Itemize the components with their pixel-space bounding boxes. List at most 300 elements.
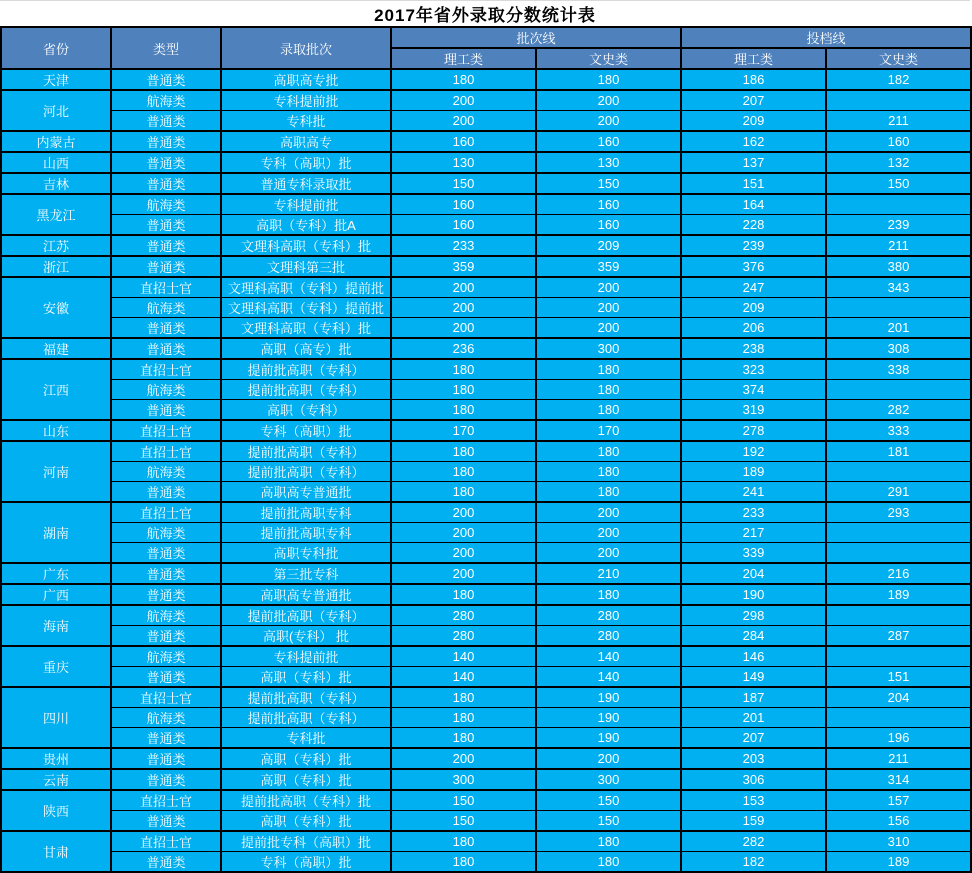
header-batch-line-sci: 理工类 [391,48,536,69]
batch-line-arts-cell: 140 [536,646,681,667]
filing-line-arts-cell: 160 [826,131,971,152]
table-row [1,235,971,256]
type-cell: 普通类 [111,69,221,90]
batch-line-arts-cell: 210 [536,563,681,584]
batch-line-sci-cell: 200 [391,298,536,318]
header-batch-line-arts: 文史类 [536,48,681,69]
batch-cell: 专科（高职）批 [221,420,391,441]
type-cell: 航海类 [111,380,221,400]
filing-line-arts-cell: 308 [826,338,971,359]
score-table [0,26,972,873]
filing-line-sci-cell: 217 [681,523,826,543]
batch-cell: 普通专科录取批 [221,173,391,194]
province-cell: 河南 [1,441,111,502]
type-cell: 普通类 [111,563,221,584]
batch-line-sci-cell: 280 [391,626,536,647]
batch-cell: 高职(专科） 批 [221,626,391,647]
filing-line-sci-cell: 298 [681,605,826,626]
table-row [1,728,971,749]
filing-line-arts-cell [826,605,971,626]
filing-line-sci-cell: 278 [681,420,826,441]
type-cell: 普通类 [111,400,221,421]
table-row [1,380,971,400]
batch-line-sci-cell: 180 [391,831,536,852]
filing-line-sci-cell: 201 [681,708,826,728]
table-row [1,111,971,132]
filing-line-sci-cell: 374 [681,380,826,400]
type-cell: 普通类 [111,667,221,688]
batch-cell: 高职（高专）批 [221,338,391,359]
type-cell: 普通类 [111,131,221,152]
table-row [1,769,971,790]
type-cell: 普通类 [111,256,221,277]
filing-line-arts-cell [826,462,971,482]
filing-line-sci-cell: 284 [681,626,826,647]
table-row [1,277,971,298]
table-row [1,852,971,873]
batch-line-arts-cell: 170 [536,420,681,441]
batch-line-arts-cell: 200 [536,318,681,339]
type-cell: 普通类 [111,338,221,359]
filing-line-sci-cell: 323 [681,359,826,380]
type-cell: 航海类 [111,90,221,111]
filing-line-arts-cell: 157 [826,790,971,811]
table-row [1,708,971,728]
type-cell: 直招士官 [111,790,221,811]
filing-line-sci-cell: 182 [681,852,826,873]
filing-line-sci-cell: 137 [681,152,826,173]
type-cell: 普通类 [111,769,221,790]
batch-cell: 文理科高职（专科）批 [221,235,391,256]
batch-line-sci-cell: 150 [391,790,536,811]
table-row [1,605,971,626]
batch-cell: 文理科高职（专科）提前批 [221,298,391,318]
filing-line-arts-cell: 132 [826,152,971,173]
header-batch: 录取批次 [221,27,391,69]
table-row [1,790,971,811]
table-row [1,831,971,852]
type-cell: 普通类 [111,728,221,749]
batch-line-sci-cell: 200 [391,502,536,523]
batch-line-arts-cell: 180 [536,380,681,400]
batch-cell: 高职高专 [221,131,391,152]
filing-line-arts-cell: 204 [826,687,971,708]
table-body [1,69,971,872]
batch-line-sci-cell: 280 [391,605,536,626]
type-cell: 普通类 [111,811,221,832]
filing-line-sci-cell: 306 [681,769,826,790]
batch-cell: 高职高专批 [221,69,391,90]
batch-line-sci-cell: 200 [391,111,536,132]
table-row [1,256,971,277]
table-row [1,462,971,482]
batch-cell: 高职高专普通批 [221,482,391,503]
filing-line-sci-cell: 146 [681,646,826,667]
header-filing-line-sci: 理工类 [681,48,826,69]
filing-line-arts-cell: 314 [826,769,971,790]
province-cell: 黑龙江 [1,194,111,235]
batch-line-sci-cell: 180 [391,708,536,728]
type-cell: 普通类 [111,543,221,564]
header-filing-line: 投档线 [681,27,971,48]
batch-line-arts-cell: 190 [536,708,681,728]
batch-cell: 专科提前批 [221,646,391,667]
filing-line-sci-cell: 319 [681,400,826,421]
filing-line-sci-cell: 164 [681,194,826,215]
table-row [1,90,971,111]
batch-line-sci-cell: 180 [391,359,536,380]
batch-line-arts-cell: 200 [536,298,681,318]
type-cell: 直招士官 [111,441,221,462]
filing-line-sci-cell: 239 [681,235,826,256]
batch-cell: 提前批高职专科 [221,523,391,543]
table-row [1,420,971,441]
batch-line-sci-cell: 130 [391,152,536,173]
filing-line-sci-cell: 204 [681,563,826,584]
filing-line-arts-cell: 151 [826,667,971,688]
province-cell: 天津 [1,69,111,90]
batch-line-arts-cell: 190 [536,728,681,749]
filing-line-sci-cell: 149 [681,667,826,688]
batch-line-sci-cell: 180 [391,69,536,90]
filing-line-sci-cell: 233 [681,502,826,523]
province-cell: 安徽 [1,277,111,338]
batch-line-sci-cell: 160 [391,194,536,215]
filing-line-arts-cell: 380 [826,256,971,277]
batch-line-sci-cell: 160 [391,131,536,152]
filing-line-sci-cell: 189 [681,462,826,482]
batch-line-sci-cell: 200 [391,563,536,584]
batch-line-sci-cell: 150 [391,811,536,832]
filing-line-arts-cell: 333 [826,420,971,441]
batch-line-sci-cell: 233 [391,235,536,256]
filing-line-arts-cell: 343 [826,277,971,298]
batch-line-sci-cell: 300 [391,769,536,790]
batch-cell: 提前批高职（专科） [221,462,391,482]
batch-cell: 文理科高职（专科）提前批 [221,277,391,298]
filing-line-sci-cell: 190 [681,584,826,605]
table-row [1,173,971,194]
filing-line-sci-cell: 209 [681,298,826,318]
batch-line-arts-cell: 180 [536,831,681,852]
batch-line-arts-cell: 200 [536,502,681,523]
filing-line-arts-cell: 211 [826,111,971,132]
table-row [1,646,971,667]
filing-line-arts-cell: 211 [826,235,971,256]
filing-line-arts-cell: 239 [826,215,971,236]
filing-line-arts-cell [826,298,971,318]
batch-line-arts-cell: 160 [536,131,681,152]
batch-line-arts-cell: 200 [536,523,681,543]
filing-line-sci-cell: 241 [681,482,826,503]
header-province: 省份 [1,27,111,69]
type-cell: 航海类 [111,523,221,543]
batch-cell: 提前批高职（专科） [221,708,391,728]
table-row [1,152,971,173]
province-cell: 山西 [1,152,111,173]
batch-line-arts-cell: 300 [536,338,681,359]
batch-line-arts-cell: 140 [536,667,681,688]
filing-line-sci-cell: 151 [681,173,826,194]
filing-line-arts-cell: 287 [826,626,971,647]
province-cell: 广西 [1,584,111,605]
province-cell: 江西 [1,359,111,420]
table-row [1,482,971,503]
batch-line-arts-cell: 180 [536,482,681,503]
batch-line-arts-cell: 180 [536,852,681,873]
batch-line-arts-cell: 280 [536,605,681,626]
batch-line-arts-cell: 160 [536,194,681,215]
batch-line-sci-cell: 180 [391,852,536,873]
header-batch-line: 批次线 [391,27,681,48]
table-row [1,584,971,605]
filing-line-sci-cell: 282 [681,831,826,852]
type-cell: 普通类 [111,152,221,173]
province-cell: 广东 [1,563,111,584]
type-cell: 普通类 [111,318,221,339]
batch-line-arts-cell: 200 [536,543,681,564]
table-row [1,441,971,462]
batch-line-arts-cell: 200 [536,277,681,298]
batch-cell: 提前批专科（高职）批 [221,831,391,852]
table-row [1,338,971,359]
filing-line-sci-cell: 339 [681,543,826,564]
province-cell: 江苏 [1,235,111,256]
province-cell: 云南 [1,769,111,790]
filing-line-sci-cell: 207 [681,728,826,749]
filing-line-arts-cell [826,194,971,215]
batch-cell: 专科批 [221,728,391,749]
batch-cell: 第三批专科 [221,563,391,584]
filing-line-sci-cell: 247 [681,277,826,298]
batch-cell: 专科批 [221,111,391,132]
batch-cell: 提前批高职专科 [221,502,391,523]
filing-line-arts-cell [826,708,971,728]
province-cell: 海南 [1,605,111,646]
header-type: 类型 [111,27,221,69]
type-cell: 普通类 [111,235,221,256]
batch-line-sci-cell: 200 [391,543,536,564]
filing-line-arts-cell: 291 [826,482,971,503]
table-row [1,69,971,90]
filing-line-arts-cell [826,90,971,111]
type-cell: 直招士官 [111,687,221,708]
province-cell: 浙江 [1,256,111,277]
filing-line-sci-cell: 203 [681,748,826,769]
province-cell: 重庆 [1,646,111,687]
batch-line-sci-cell: 180 [391,482,536,503]
filing-line-arts-cell: 293 [826,502,971,523]
table-row [1,502,971,523]
batch-cell: 提前批高职（专科） [221,380,391,400]
table-row [1,194,971,215]
province-cell: 河北 [1,90,111,131]
filing-line-arts-cell [826,380,971,400]
table-row [1,131,971,152]
batch-line-sci-cell: 180 [391,728,536,749]
type-cell: 航海类 [111,462,221,482]
filing-line-arts-cell: 211 [826,748,971,769]
filing-line-arts-cell: 182 [826,69,971,90]
batch-line-sci-cell: 180 [391,687,536,708]
table-row [1,359,971,380]
type-cell: 直招士官 [111,359,221,380]
batch-cell: 高职（专科）批 [221,748,391,769]
batch-line-arts-cell: 180 [536,69,681,90]
batch-cell: 专科（高职）批 [221,852,391,873]
batch-line-arts-cell: 280 [536,626,681,647]
type-cell: 普通类 [111,748,221,769]
batch-line-arts-cell: 180 [536,584,681,605]
batch-line-sci-cell: 160 [391,215,536,236]
table-header [1,27,971,69]
table-row [1,748,971,769]
type-cell: 普通类 [111,173,221,194]
batch-line-sci-cell: 200 [391,523,536,543]
type-cell: 航海类 [111,605,221,626]
batch-line-sci-cell: 236 [391,338,536,359]
type-cell: 直招士官 [111,277,221,298]
batch-line-arts-cell: 180 [536,441,681,462]
header-filing-line-arts: 文史类 [826,48,971,69]
filing-line-sci-cell: 153 [681,790,826,811]
province-cell: 湖南 [1,502,111,563]
batch-line-sci-cell: 200 [391,318,536,339]
filing-line-sci-cell: 186 [681,69,826,90]
batch-line-arts-cell: 150 [536,790,681,811]
batch-line-arts-cell: 150 [536,811,681,832]
type-cell: 直招士官 [111,831,221,852]
batch-cell: 专科（高职）批 [221,152,391,173]
batch-cell: 高职（专科） [221,400,391,421]
batch-cell: 高职（专科）批A [221,215,391,236]
filing-line-sci-cell: 228 [681,215,826,236]
table-row [1,563,971,584]
batch-line-sci-cell: 200 [391,90,536,111]
type-cell: 航海类 [111,194,221,215]
type-cell: 普通类 [111,852,221,873]
page-title: 2017年省外录取分数统计表 [374,6,596,25]
batch-line-arts-cell: 160 [536,215,681,236]
filing-line-arts-cell: 181 [826,441,971,462]
filing-line-sci-cell: 207 [681,90,826,111]
batch-line-arts-cell: 180 [536,359,681,380]
type-cell: 航海类 [111,646,221,667]
province-cell: 甘肃 [1,831,111,872]
batch-line-sci-cell: 200 [391,748,536,769]
batch-cell: 高职（专科）批 [221,667,391,688]
batch-line-arts-cell: 200 [536,90,681,111]
batch-line-sci-cell: 180 [391,441,536,462]
type-cell: 直招士官 [111,502,221,523]
batch-line-arts-cell: 180 [536,400,681,421]
batch-cell: 专科提前批 [221,90,391,111]
filing-line-arts-cell: 189 [826,584,971,605]
batch-line-sci-cell: 180 [391,462,536,482]
filing-line-sci-cell: 192 [681,441,826,462]
filing-line-arts-cell: 338 [826,359,971,380]
filing-line-arts-cell: 282 [826,400,971,421]
batch-cell: 高职专科批 [221,543,391,564]
filing-line-arts-cell: 216 [826,563,971,584]
type-cell: 航海类 [111,708,221,728]
batch-line-sci-cell: 170 [391,420,536,441]
batch-line-sci-cell: 180 [391,380,536,400]
filing-line-arts-cell: 196 [826,728,971,749]
batch-line-arts-cell: 359 [536,256,681,277]
table-row [1,687,971,708]
filing-line-arts-cell: 310 [826,831,971,852]
table-row [1,400,971,421]
table-row [1,523,971,543]
batch-line-sci-cell: 150 [391,173,536,194]
filing-line-sci-cell: 162 [681,131,826,152]
batch-cell: 高职高专普通批 [221,584,391,605]
batch-cell: 专科提前批 [221,194,391,215]
batch-line-arts-cell: 209 [536,235,681,256]
filing-line-sci-cell: 206 [681,318,826,339]
province-cell: 贵州 [1,748,111,769]
filing-line-arts-cell [826,646,971,667]
batch-line-arts-cell: 200 [536,111,681,132]
batch-line-arts-cell: 300 [536,769,681,790]
header-row-1 [1,27,971,48]
filing-line-sci-cell: 159 [681,811,826,832]
batch-line-sci-cell: 140 [391,667,536,688]
type-cell: 直招士官 [111,420,221,441]
filing-line-arts-cell: 150 [826,173,971,194]
type-cell: 普通类 [111,215,221,236]
batch-cell: 提前批高职（专科） [221,441,391,462]
province-cell: 四川 [1,687,111,748]
filing-line-sci-cell: 238 [681,338,826,359]
batch-line-arts-cell: 180 [536,462,681,482]
title-bar [0,0,970,26]
table-row [1,543,971,564]
batch-cell: 文理科高职（专科）批 [221,318,391,339]
type-cell: 普通类 [111,111,221,132]
table-row [1,215,971,236]
batch-line-sci-cell: 140 [391,646,536,667]
type-cell: 普通类 [111,482,221,503]
filing-line-arts-cell: 201 [826,318,971,339]
table-row [1,626,971,647]
batch-line-sci-cell: 180 [391,400,536,421]
province-cell: 吉林 [1,173,111,194]
batch-cell: 高职（专科）批 [221,769,391,790]
batch-line-arts-cell: 130 [536,152,681,173]
type-cell: 航海类 [111,298,221,318]
table-row [1,318,971,339]
batch-cell: 高职（专科）批 [221,811,391,832]
batch-cell: 提前批高职（专科） [221,605,391,626]
table-row [1,298,971,318]
batch-cell: 提前批高职（专科） [221,359,391,380]
filing-line-sci-cell: 187 [681,687,826,708]
filing-line-sci-cell: 209 [681,111,826,132]
filing-line-sci-cell: 376 [681,256,826,277]
filing-line-arts-cell: 156 [826,811,971,832]
batch-line-sci-cell: 180 [391,584,536,605]
filing-line-arts-cell [826,523,971,543]
province-cell: 内蒙古 [1,131,111,152]
batch-line-sci-cell: 200 [391,277,536,298]
batch-line-sci-cell: 359 [391,256,536,277]
batch-cell: 提前批高职（专科）批 [221,790,391,811]
batch-line-arts-cell: 150 [536,173,681,194]
province-cell: 山东 [1,420,111,441]
type-cell: 普通类 [111,626,221,647]
